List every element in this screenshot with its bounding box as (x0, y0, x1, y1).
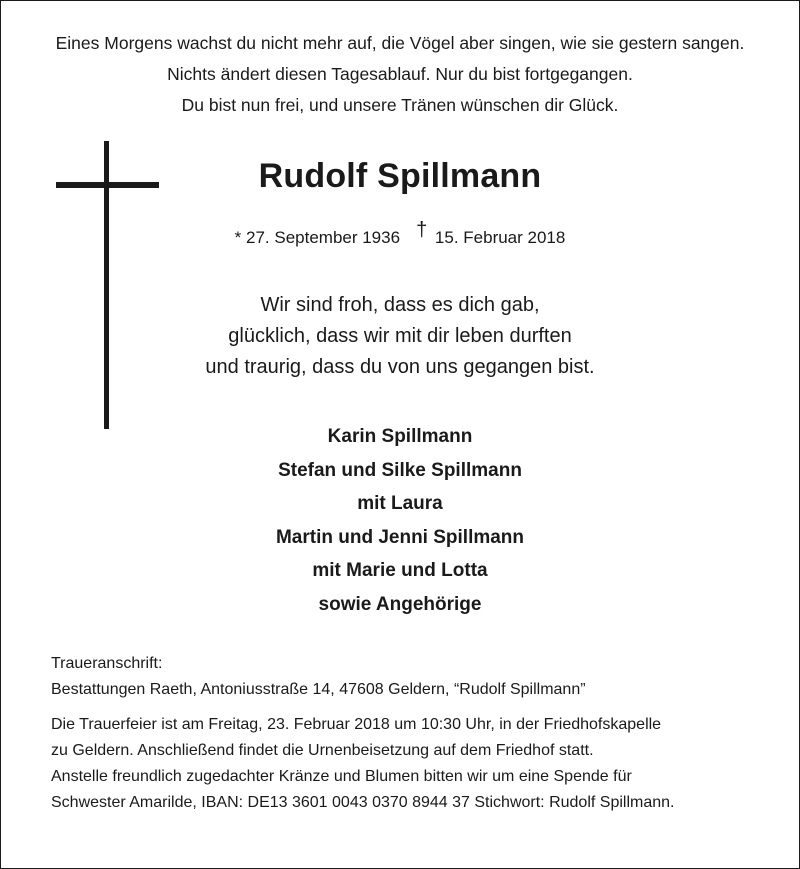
ceremony-text-line: zu Geldern. Anschließend findet die Urnenbeisetzung auf dem Friedhof statt. (51, 742, 594, 759)
mourners-list (0, 420, 800, 621)
mourner-name: mit Marie und Lotta (312, 560, 488, 581)
ceremony-text-line: Die Trauerfeier ist am Freitag, 23. Februar 2018 um 10:30 Uhr, in der Friedhofskapelle (51, 716, 662, 733)
memorial-verse-line: glücklich, dass wir mit dir leben durften (228, 325, 572, 347)
mourner-name: Stefan und Silke Spillmann (278, 459, 522, 481)
address-label: Traueranschrift: (51, 655, 163, 672)
ceremony-text-line: Schwester Amarilde, IBAN: DE13 3601 0043 0370 8944 37 Stichwort: Rudolf Spillmann. (51, 794, 675, 811)
mourner-name: Karin Spillmann (327, 426, 473, 447)
opening-poem (0, 28, 800, 121)
dagger-icon: † (416, 219, 428, 241)
opening-poem-line: Eines Morgens wachst du nicht mehr auf, die Vögel aber singen, wie sie gestern sangen. (55, 33, 745, 53)
birth-date: * 27. September 1936 (234, 228, 401, 247)
memorial-verse-line: und traurig, dass du von uns gegangen bist. (205, 356, 595, 378)
ceremony-text-line: Anstelle freundlich zugedachter Kränze und Blumen bitten wir um eine Spende für (51, 768, 632, 785)
mourner-name: Martin und Jenni Spillmann (275, 526, 525, 548)
funeral-information (51, 651, 771, 816)
mourner-name: sowie Angehörige (318, 593, 482, 615)
opening-poem-line: Du bist nun frei, und unsere Tränen wünschen dir Glück. (181, 95, 619, 115)
memorial-verse (0, 290, 800, 383)
mourner-name: mit Laura (357, 493, 443, 514)
death-date: 15. Februar 2018 (434, 228, 566, 247)
deceased-name: Rudolf Spillmann (258, 157, 542, 195)
opening-poem-line: Nichts ändert diesen Tagesablauf. Nur du bist fortgegangen. (167, 64, 633, 84)
mourning-address: Bestattungen Raeth, Antoniusstraße 14, 47608 Geldern, “Rudolf Spillmann” (51, 681, 586, 698)
life-dates (0, 219, 800, 249)
memorial-verse-line: Wir sind froh, dass es dich gab, (260, 294, 540, 316)
